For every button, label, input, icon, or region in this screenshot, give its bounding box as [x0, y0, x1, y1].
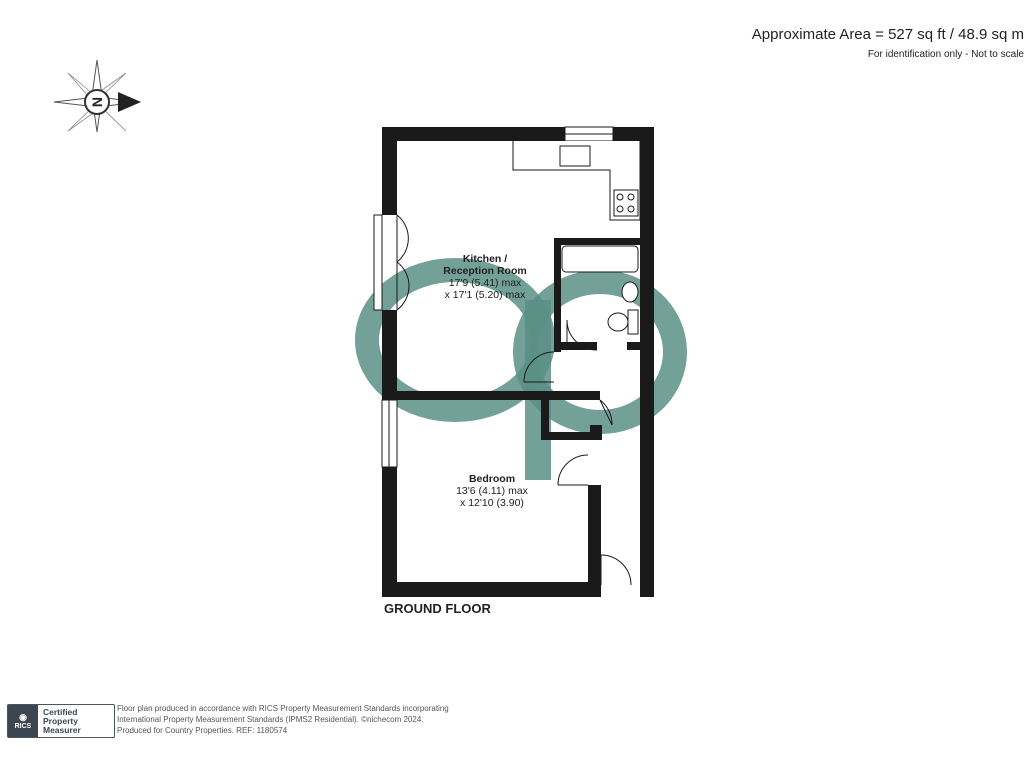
north-arrow-icon: [54, 60, 141, 132]
footer-line2: International Property Measurement Standards (IPMS2 Residential). ©nichecom 2024.: [117, 715, 424, 724]
kitchen-dim1: 17'9 (5.41) max: [448, 277, 522, 289]
approximate-area: Approximate Area = 527 sq ft / 48.9 sq m: [751, 26, 1024, 43]
bedroom-label: [417, 473, 567, 509]
footer-notes: [117, 703, 449, 736]
bedroom-dim1: 13'6 (4.11) max: [456, 485, 528, 497]
kitchen-reception-label: [410, 253, 560, 301]
scale-disclaimer: For identification only - Not to scale: [867, 49, 1024, 60]
footer-line1: Floor plan produced in accordance with RICS Property Measurement Standards incorporating: [117, 704, 449, 713]
kitchen-name-line2: Reception Room: [443, 265, 527, 277]
kitchen-dim2: x 17'1 (5.20) max: [444, 289, 526, 301]
kitchen-units: [513, 141, 640, 220]
window-left: [382, 400, 397, 467]
badge-line1: Certified: [43, 706, 78, 717]
badge-line2: Property: [43, 715, 78, 726]
window-top: [565, 127, 613, 141]
compass-letter: N: [89, 96, 105, 108]
bedroom-dim2: x 12'10 (3.90): [460, 497, 524, 509]
footer-line3: Produced for Country Properties. REF: 1180574: [117, 726, 288, 735]
rics-logo-icon: ◉ RICS: [8, 705, 38, 737]
kitchen-name-line1: Kitchen /: [462, 253, 508, 265]
certified-measurer-text: [38, 708, 81, 735]
bedroom-name: Bedroom: [468, 473, 516, 485]
badge-line3: Measurer: [43, 724, 81, 735]
rics-logo-text: RICS: [14, 723, 32, 730]
floor-label: GROUND FLOOR: [384, 601, 491, 616]
rics-badge: [7, 704, 115, 738]
